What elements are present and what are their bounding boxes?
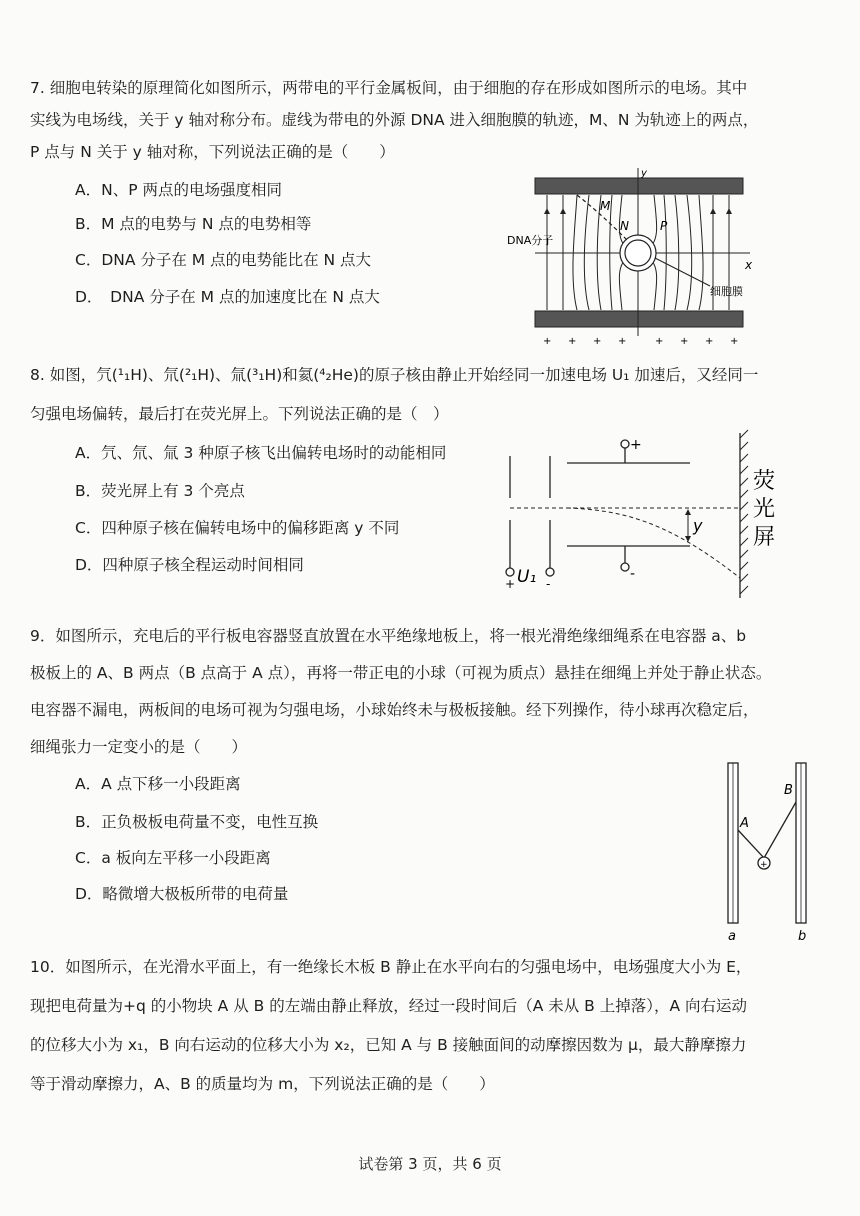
q8-option-a: A．氕、氘、氚 3 种原子核飞出偏转电场时的动能相同: [75, 444, 447, 462]
q9-label-plate-a: a: [728, 929, 736, 944]
q8-figure: [495, 428, 815, 600]
q9-label-plate-b: b: [798, 929, 807, 944]
q8-screen-char-2: 光: [753, 497, 776, 522]
q9-option-a: A．A 点下移一小段距离: [75, 775, 241, 793]
svg-text:+: +: [543, 336, 552, 347]
q9-line-1: 9．如图所示，充电后的平行板电容器竖直放置在水平绝缘地板上，将一根光滑绝缘细绳系在电容器 a、b: [30, 627, 747, 645]
svg-text:+: +: [730, 336, 739, 347]
q10-line-1: 10．如图所示，在光滑水平面上，有一绝缘长木板 B 静止在水平向右的匀强电场中，电场强度大小为 E，: [30, 958, 752, 976]
q10-line-2: 现把电荷量为+q 的小物块 A 从 B 的左端由静止释放，经过一段时间后（A 未从 B 上掉落），A 向右运动: [30, 997, 747, 1015]
q7-option-c: C．DNA 分子在 M 点的电势能比在 N 点大: [75, 251, 372, 269]
q8-option-b: B．荧光屏上有 3 个亮点: [75, 482, 245, 500]
svg-text:+: +: [593, 336, 602, 347]
q7-label-y: y: [641, 168, 647, 179]
q7-option-a: A．N、P 两点的电场强度相同: [75, 181, 282, 199]
svg-text:+: +: [568, 336, 577, 347]
svg-text:+: +: [760, 860, 768, 870]
q8-option-c: C．四种原子核在偏转电场中的偏移距离 y 不同: [75, 519, 400, 537]
svg-text:+: +: [655, 336, 664, 347]
q7-figure: [505, 168, 775, 350]
q7-label-m: M: [600, 199, 611, 213]
q8-line-2: 匀强电场偏转，最后打在荧光屏上。下列说法正确的是（ ）: [30, 405, 449, 423]
svg-text:+: +: [618, 336, 627, 347]
q7-label-x: x: [745, 258, 753, 272]
page-footer: 试卷第 3 页，共 6 页: [358, 1155, 502, 1173]
svg-text:+: +: [505, 577, 516, 591]
q7-line-1: 7. 细胞电转染的原理简化如图所示，两带电的平行金属板间，由于细胞的存在形成如图所示的电场。其中: [30, 79, 748, 97]
q7-label-n: N: [620, 219, 629, 233]
svg-text:+: +: [705, 336, 714, 347]
q10-line-3: 的位移大小为 x₁，B 向右运动的位移大小为 x₂，已知 A 与 B 接触面间的动摩擦因数为 μ，最大静摩擦力: [30, 1036, 747, 1054]
q7-line-2: 实线为电场线，关于 y 轴对称分布。虚线为带电的外源 DNA 进入细胞膜的轨迹，M、N 为轨迹上的两点，: [30, 111, 759, 129]
q7-bottom-plate: [535, 311, 743, 327]
q8-option-d: D．四种原子核全程运动时间相同: [75, 556, 304, 574]
q9-figure: [718, 760, 828, 945]
q7-option-b: B．M 点的电势与 N 点的电势相等: [75, 215, 312, 233]
svg-text:+: +: [630, 437, 642, 453]
q9-label-a: A: [740, 816, 749, 831]
q10-line-4: 等于滑动摩擦力，A、B 的质量均为 m，下列说法正确的是（ ）: [30, 1075, 495, 1093]
q8-line-1: 8. 如图，氕(¹₁H)、氘(²₁H)、氚(³₁H)和氦(⁴₂He)的原子核由静止开始经同一加速电场 U₁ 加速后，又经同一: [30, 366, 759, 384]
q8-trajectory: [567, 508, 740, 578]
q7-line-3: P 点与 N 关于 y 轴对称，下列说法正确的是（ ）: [30, 143, 395, 161]
q9-option-b: B．正负极板电荷量不变，电性互换: [75, 813, 319, 831]
q8-label-u1: U₁: [517, 567, 537, 587]
q9-line-2: 极板上的 A、B 两点（B 点高于 A 点），再将一带正电的小球（可视为质点）悬挂在细绳上并处于静止状态。: [30, 664, 772, 682]
q9-option-d: D．略微增大极板所带的电荷量: [75, 885, 289, 903]
svg-text:+: +: [680, 336, 689, 347]
q8-screen-char-3: 屏: [753, 525, 776, 550]
q9-label-b: B: [784, 783, 793, 798]
q9-line-4: 细绳张力一定变小的是（ ）: [30, 738, 248, 756]
q9-option-c: C．a 板向左平移一小段距离: [75, 849, 271, 867]
q8-label-y: y: [693, 516, 703, 535]
q7-label-p: P: [660, 219, 668, 233]
q7-label-dna: DNA分子: [507, 234, 554, 247]
q7-top-plate: [535, 178, 743, 194]
q8-screen-char-1: 荧: [753, 469, 776, 494]
svg-text:-: -: [630, 566, 636, 582]
svg-text:-: -: [546, 577, 551, 591]
q9-line-3: 电容器不漏电，两板间的电场可视为匀强电场，小球始终未与极板接触。经下列操作，待小球再次稳定后，: [30, 701, 759, 719]
q7-label-membrane: 细胞膜: [710, 285, 743, 298]
q7-option-d: D． DNA 分子在 M 点的加速度比在 N 点大: [75, 288, 380, 306]
